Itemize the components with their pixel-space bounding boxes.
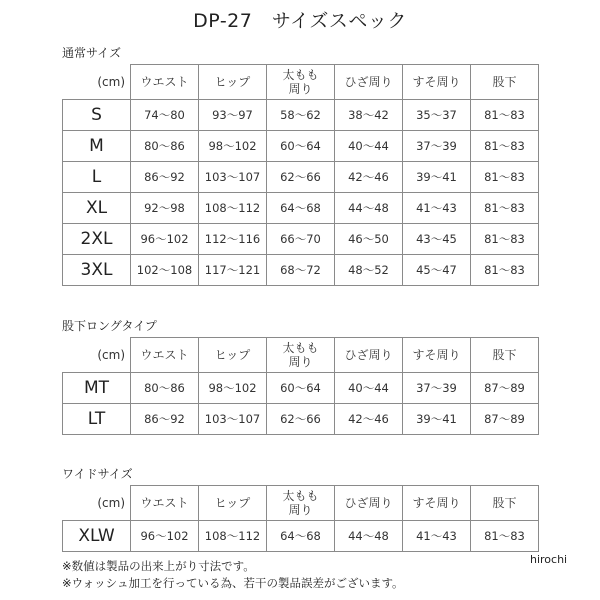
cell-hem: 35～37	[403, 100, 471, 131]
table-row	[63, 193, 539, 224]
notes	[62, 558, 404, 592]
section-label-wide: ワイドサイズ	[62, 467, 133, 481]
cell-hip: 98～102	[199, 373, 267, 404]
cell-hip: 98～102	[199, 131, 267, 162]
col-header-hem: すそ周り	[403, 486, 471, 521]
cell-waist: 80～86	[131, 373, 199, 404]
thigh-line2: 周り	[288, 82, 313, 96]
col-header-thigh	[267, 65, 335, 100]
cell-hip: 93～97	[199, 100, 267, 131]
cell-thigh: 58～62	[267, 100, 335, 131]
size-label: S	[63, 100, 131, 131]
cell-hem: 41～43	[403, 193, 471, 224]
col-header-hip: ヒップ	[199, 338, 267, 373]
col-header-hem: すそ周り	[403, 65, 471, 100]
size-label: M	[63, 131, 131, 162]
table-row	[63, 131, 539, 162]
col-header-hip: ヒップ	[199, 486, 267, 521]
unit-label: (cm)	[63, 65, 131, 100]
col-header-inseam: 股下	[471, 65, 539, 100]
cell-inseam: 81～83	[471, 162, 539, 193]
cell-hem: 41～43	[403, 521, 471, 552]
col-header-knee: ひざ周り	[335, 338, 403, 373]
thigh-line1: 太もも	[282, 341, 319, 355]
col-header-inseam: 股下	[471, 338, 539, 373]
cell-inseam: 87～89	[471, 373, 539, 404]
table-row	[63, 373, 539, 404]
note-line: ※数値は製品の出来上がり寸法です。	[62, 559, 255, 573]
cell-knee: 44～48	[335, 193, 403, 224]
unit-label: (cm)	[63, 486, 131, 521]
cell-hem: 37～39	[403, 131, 471, 162]
cell-inseam: 81～83	[471, 255, 539, 286]
cell-hip: 108～112	[199, 521, 267, 552]
cell-hip: 112～116	[199, 224, 267, 255]
cell-thigh: 64～68	[267, 193, 335, 224]
note-line: ※ウォッシュ加工を行っている為、若干の製品誤差がございます。	[62, 576, 404, 590]
unit-label: (cm)	[63, 338, 131, 373]
col-header-knee: ひざ周り	[335, 65, 403, 100]
cell-knee: 38～42	[335, 100, 403, 131]
cell-hem: 39～41	[403, 162, 471, 193]
cell-knee: 44～48	[335, 521, 403, 552]
cell-inseam: 81～83	[471, 224, 539, 255]
thigh-line1: 太もも	[282, 68, 319, 82]
table-row	[63, 521, 539, 552]
cell-inseam: 81～83	[471, 521, 539, 552]
cell-knee: 40～44	[335, 373, 403, 404]
page-title: DP-27 サイズスペック	[193, 10, 407, 32]
cell-inseam: 87～89	[471, 404, 539, 435]
cell-thigh: 62～66	[267, 162, 335, 193]
cell-waist: 96～102	[131, 521, 199, 552]
cell-thigh: 60～64	[267, 131, 335, 162]
cell-waist: 74～80	[131, 100, 199, 131]
cell-waist: 96～102	[131, 224, 199, 255]
cell-knee: 40～44	[335, 131, 403, 162]
col-header-hip: ヒップ	[199, 65, 267, 100]
size-label: XL	[63, 193, 131, 224]
thigh-line2: 周り	[288, 503, 313, 517]
cell-hem: 45～47	[403, 255, 471, 286]
col-header-knee: ひざ周り	[335, 486, 403, 521]
cell-thigh: 62～66	[267, 404, 335, 435]
size-label: 3XL	[63, 255, 131, 286]
cell-thigh: 66～70	[267, 224, 335, 255]
thigh-line2: 周り	[288, 355, 313, 369]
col-header-thigh	[267, 486, 335, 521]
col-header-hem: すそ周り	[403, 338, 471, 373]
table-row	[63, 404, 539, 435]
col-header-waist: ウエスト	[131, 486, 199, 521]
size-table-wide	[62, 485, 539, 552]
cell-hip: 103～107	[199, 404, 267, 435]
size-table-long-inseam	[62, 337, 539, 435]
size-label: L	[63, 162, 131, 193]
cell-waist: 86～92	[131, 162, 199, 193]
table-header-row	[63, 65, 539, 100]
table-row	[63, 224, 539, 255]
cell-hem: 39～41	[403, 404, 471, 435]
cell-hip: 117～121	[199, 255, 267, 286]
cell-knee: 42～46	[335, 162, 403, 193]
size-label: LT	[63, 404, 131, 435]
cell-waist: 92～98	[131, 193, 199, 224]
cell-inseam: 81～83	[471, 100, 539, 131]
table-header-row	[63, 338, 539, 373]
cell-thigh: 60～64	[267, 373, 335, 404]
col-header-waist: ウエスト	[131, 65, 199, 100]
cell-waist: 80～86	[131, 131, 199, 162]
cell-hip: 108～112	[199, 193, 267, 224]
cell-inseam: 81～83	[471, 131, 539, 162]
col-header-thigh	[267, 338, 335, 373]
section-label-long-inseam: 股下ロングタイプ	[62, 319, 157, 333]
thigh-line1: 太もも	[282, 489, 319, 503]
table-header-row	[63, 486, 539, 521]
cell-thigh: 64～68	[267, 521, 335, 552]
cell-waist: 86～92	[131, 404, 199, 435]
cell-hip: 103～107	[199, 162, 267, 193]
watermark: hirochi	[530, 553, 568, 566]
section-label-regular: 通常サイズ	[62, 46, 122, 60]
cell-waist: 102～108	[131, 255, 199, 286]
table-row	[63, 100, 539, 131]
size-label: XLW	[63, 521, 131, 552]
cell-hem: 43～45	[403, 224, 471, 255]
size-table-regular	[62, 64, 539, 286]
col-header-waist: ウエスト	[131, 338, 199, 373]
cell-knee: 48～52	[335, 255, 403, 286]
cell-thigh: 68～72	[267, 255, 335, 286]
col-header-inseam: 股下	[471, 486, 539, 521]
table-row	[63, 255, 539, 286]
cell-inseam: 81～83	[471, 193, 539, 224]
cell-knee: 42～46	[335, 404, 403, 435]
cell-knee: 46～50	[335, 224, 403, 255]
cell-hem: 37～39	[403, 373, 471, 404]
size-label: 2XL	[63, 224, 131, 255]
size-label: MT	[63, 373, 131, 404]
table-row	[63, 162, 539, 193]
